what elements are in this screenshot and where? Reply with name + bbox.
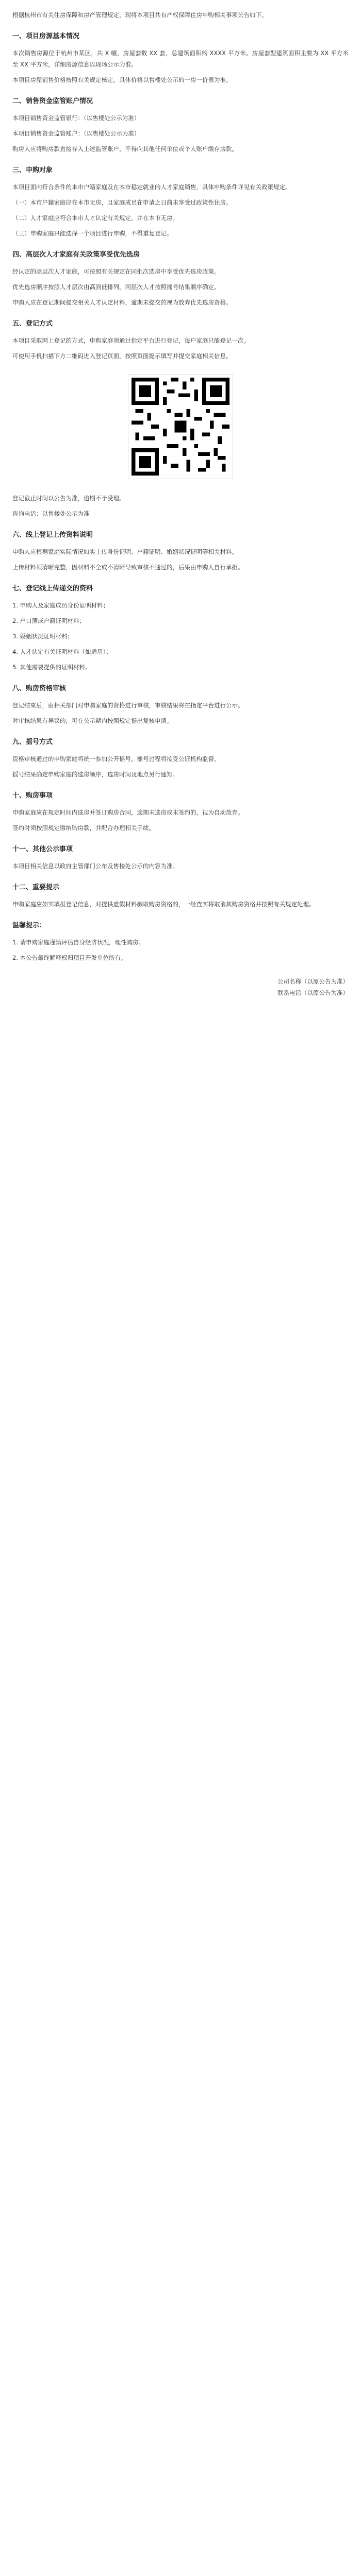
signature-company: 公司名称（以原公告为准）: [277, 978, 349, 985]
section-paragraph: （一）本市户籍家庭应在本市无房，且家庭成员在申请之日前未享受过政策性住房。: [12, 199, 232, 206]
qr-code: [128, 374, 233, 479]
section-paragraph: 本项目销售资金监管银行：（以售楼处公示为准）: [12, 114, 140, 122]
section-paragraph: 4. 人才认定有关证明材料（如适用）；: [12, 648, 112, 655]
section-paragraph: 申购人应在登记期间提交相关人才认定材料，逾期未提交的视为放弃优先选房资格。: [12, 299, 232, 306]
section-heading: 十二、重要提示: [12, 884, 60, 891]
section-heading: 三、申购对象: [12, 166, 53, 174]
section-heading: 一、项目房源基本情况: [12, 32, 80, 40]
section-8: [12, 683, 349, 726]
section-paragraph: 2. 本公告最终解释权归项目开发单位所有。: [12, 954, 127, 961]
section-heading: 二、销售资金监管账户情况: [12, 97, 93, 105]
section-3: [12, 165, 349, 239]
section-paragraph: 可使用手机扫描下方二维码进入登记页面，按照页面提示填写并提交家庭相关信息。: [12, 352, 232, 360]
qr-code-icon: [132, 378, 229, 476]
section-paragraph: 摇号结果确定申购家庭的选房顺序，选房时间及地点另行通知。: [12, 771, 178, 778]
section-7: [12, 583, 349, 673]
section-heading: 温馨提示：: [12, 922, 46, 929]
section-6: [12, 530, 349, 573]
section-12: [12, 882, 349, 910]
section-paragraph: 上传材料须清晰完整，因材料不全或不清晰导致审核不通过的，后果由申购人自行承担。: [12, 564, 244, 571]
section-4: [12, 249, 349, 308]
section-paragraph: 咨询电话：以售楼处公示为准: [12, 510, 90, 517]
section-paragraph: 本项目面向符合条件的本市户籍家庭及在本市稳定就业的人才家庭销售，具体申购条件详见有关政策规定。: [12, 183, 291, 191]
section-paragraph: 本次销售房源位于杭州市某区，共 X 幢，房屋套数 XX 套，总建筑面积约 XXXX 平方米。房屋套型建筑面积主要为 XX 平方米至 XX 平方米，详细房源信息以现场公示为准。: [12, 49, 349, 68]
section-paragraph: 优先选房顺序按照人才层次由高到低排列，同层次人才按照摇号结果顺序确定。: [12, 283, 220, 291]
signature-phone: 联系电话（以原公告为准）: [277, 989, 349, 996]
section-9: [12, 737, 349, 780]
section-paragraph: 申购家庭应在规定时间内选房并签订购房合同，逾期未选房或未签约的，视为自动放弃。: [12, 809, 244, 816]
section-paragraph: 资格审核通过的申购家庭将统一参加公开摇号，摇号过程将接受公证机构监督。: [12, 755, 220, 762]
intro-paragraph: 根据杭州市有关住房保障和房产管理规定，现将本项目共有产权保障住房申购相关事项公告如下。: [12, 11, 268, 19]
section-heading: 五、登记方式: [12, 320, 53, 328]
warm-tips: [12, 920, 349, 963]
section-paragraph: 登记结束后，由相关部门对申购家庭的资格进行审核，审核结果将在指定平台进行公示。: [12, 702, 244, 709]
section-heading: 十、购房事项: [12, 792, 53, 800]
section-paragraph: 购房人应将购房款直接存入上述监管账户，不得向其他任何单位或个人账户缴存房款。: [12, 145, 238, 152]
section-11: [12, 844, 349, 872]
section-heading: 八、购房资格审核: [12, 685, 67, 692]
section-paragraph: 申购家庭应如实填报登记信息，对提供虚假材料骗取购房资格的，一经查实将取消其购房资格并按照有关规定处理。: [12, 901, 315, 908]
section-heading: 四、高层次人才家庭有关政策享受优先选房: [12, 251, 140, 259]
section-2: [12, 96, 349, 155]
section-paragraph: 本项目采取网上登记的方式，申购家庭须通过指定平台进行登记，每户家庭只能登记一次。: [12, 337, 250, 344]
section-paragraph: 1. 申购人及家庭成员身份证明材料；: [12, 602, 109, 609]
section-paragraph: 5. 其他需要提供的证明材料。: [12, 664, 91, 671]
section-5-continued: [12, 493, 349, 519]
section-paragraph: 登记截止时间以公告为准，逾期不予受理。: [12, 495, 125, 502]
section-paragraph: 3. 婚姻状况证明材料；: [12, 633, 74, 640]
section-paragraph: 本项目房屋销售价格按照有关规定核定，具体价格以售楼处公示的一房一价表为准。: [12, 76, 232, 83]
section-paragraph: 对审核结果有异议的，可在公示期内按照规定提出复核申请。: [12, 717, 173, 724]
section-paragraph: 签约时须按照规定缴纳购房款，并配合办理相关手续。: [12, 824, 155, 832]
signature-block: [12, 976, 349, 998]
section-1: [12, 31, 349, 86]
section-paragraph: 经认定的高层次人才家庭，可按照有关规定在同批次选房中享受优先选房政策。: [12, 268, 220, 275]
section-5: [12, 318, 349, 362]
section-paragraph: （二）人才家庭应符合本市人才认定有关规定，并在本市无房。: [12, 214, 178, 222]
section-heading: 七、登记线上传递交的资料: [12, 585, 93, 592]
announcement-document: [12, 0, 349, 998]
section-heading: 六、线上登记上传资料说明: [12, 531, 93, 539]
section-paragraph: 2. 户口簿或户籍证明材料；: [12, 617, 86, 624]
section-paragraph: 本项目销售资金监管账户：（以售楼处公示为准）: [12, 130, 140, 137]
section-paragraph: 申购人应根据家庭实际情况如实上传身份证明、户籍证明、婚姻状况证明等相关材料。: [12, 548, 238, 555]
section-10: [12, 790, 349, 834]
section-heading: 十一、其他公示事项: [12, 845, 73, 853]
section-heading: 九、摇号方式: [12, 738, 53, 746]
section-paragraph: 1. 请申购家庭谨慎评估自身经济状况，理性购房。: [12, 939, 145, 946]
section-paragraph: 本项目相关信息以政府主管部门公布及售楼处公示的内容为准。: [12, 862, 178, 870]
section-paragraph: （三）申购家庭只能选择一个项目进行申购，不得重复登记。: [12, 230, 173, 237]
